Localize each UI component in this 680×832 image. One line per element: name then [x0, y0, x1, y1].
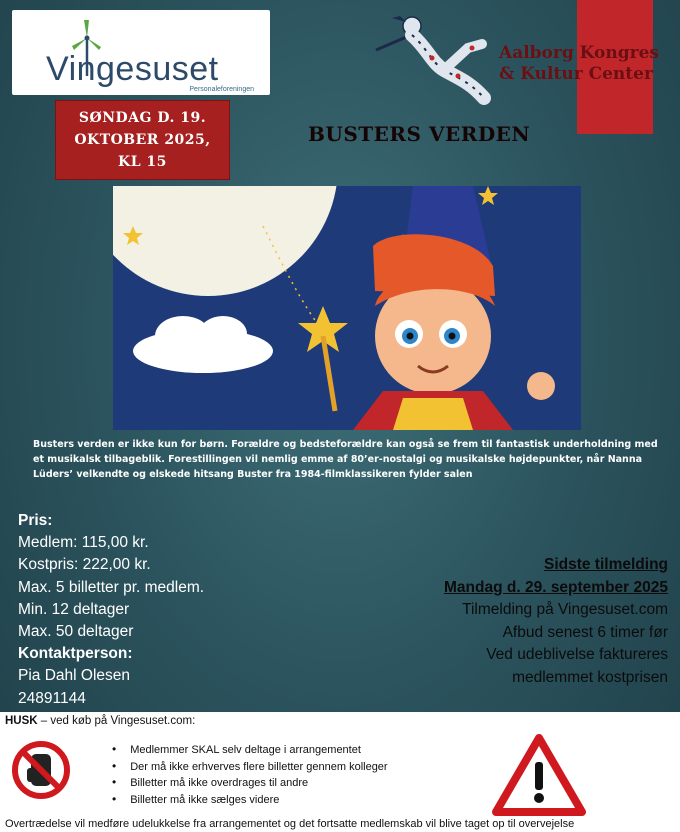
date-line-3: KL 15: [118, 154, 167, 170]
husk-rule: • Billetter må ikke overdrages til andre: [112, 775, 388, 792]
no-entry-hand-icon: [11, 740, 71, 800]
event-date-box: [55, 100, 230, 180]
pricing-contact: [18, 510, 204, 710]
contact-phone: 24891144: [18, 689, 86, 707]
husk-rule: • Der må ikke erhverves flere billetter gennem kolleger: [112, 759, 388, 776]
signup-info: [444, 554, 668, 689]
signup-line: Afbud senest 6 timer før: [502, 623, 668, 641]
pricing-line: Min. 12 deltager: [18, 600, 130, 618]
event-illustration: [113, 186, 581, 430]
signup-line: medlemmet kostprisen: [512, 668, 668, 686]
event-title: BUSTERS VERDEN: [308, 122, 531, 146]
date-line-1: SØNDAG D. 19.: [78, 110, 207, 126]
contact-name: Pia Dahl Olesen: [18, 667, 131, 685]
husk-title: [5, 715, 195, 727]
signup-line: Tilmelding på Vingesuset.com: [462, 601, 668, 618]
pricing-line: Max. 50 deltager: [18, 623, 134, 641]
pricing-heading: Pris:: [18, 512, 53, 529]
pricing-line: Kostpris: 222,00 kr.: [18, 556, 151, 574]
husk-title-rest: – ved køb på Vingesuset.com:: [37, 715, 196, 727]
pricing-line: Medlem: 115,00 kr.: [18, 534, 149, 552]
vingesuset-logo: [12, 10, 270, 95]
husk-rules: [112, 742, 388, 808]
signup-heading: Sidste tilmelding: [543, 556, 668, 573]
flute-player-icon: [372, 8, 502, 108]
husk-rule: • Billetter må ikke sælges videre: [112, 792, 388, 809]
husk-rule: • Medlemmer SKAL selv deltage i arrangementet: [112, 742, 388, 759]
logo-text: Vingesuset: [46, 50, 219, 88]
contact-heading: Kontaktperson:: [18, 645, 133, 663]
husk-title-bold: HUSK: [5, 715, 38, 727]
pricing-line: Max. 5 billetter pr. medlem.: [18, 578, 205, 596]
venue-name: Aalborg Kongres & Kultur Center: [499, 43, 659, 84]
husk-footer: Overtrædelse vil medføre udelukkelse fra arrangementet og det fortsatte medlemskab vil blive taget op til overvejelse: [5, 818, 575, 830]
event-description: Busters verden er ikke kun for børn. Forældre og bedsteforældre kan også se frem til fantastisk underholdning med et musikalsk tilbageblik. Forestillingen vil nemlig emme af 80’er-nostalgi og musikalske højdepunkter, når Nanna Lüders’ velkendte og elskede hitsang Buster fra 1984-filmklassikeren fylder salen: [33, 439, 658, 480]
date-line-2: OKTOBER 2025,: [74, 132, 211, 148]
signup-line: Ved udeblivelse faktureres: [486, 646, 668, 663]
logo-subtitle: Personaleforeningen: [189, 86, 254, 93]
warning-triangle-icon: [492, 734, 586, 816]
signup-deadline: Mandag d. 29. september 2025: [444, 578, 668, 596]
